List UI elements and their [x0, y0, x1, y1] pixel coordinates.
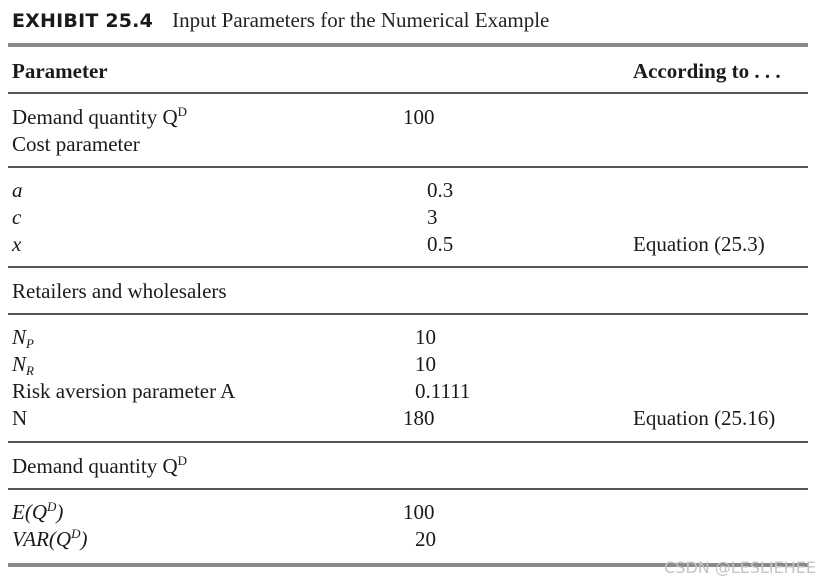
section-rule-retailers-top [8, 266, 808, 268]
row-np-value: 10 [415, 325, 436, 349]
exhibit-title [12, 8, 549, 33]
row-c-value: 3 [427, 205, 438, 229]
row-a-label: a [12, 178, 23, 202]
header-rule [8, 92, 808, 94]
row-risk-aversion-label: Risk aversion parameter A [12, 379, 236, 403]
row-n-label: N [12, 406, 28, 430]
row-expected-demand-value: 100 [403, 500, 435, 524]
row-c-label: c [12, 205, 22, 229]
section-rule-demand [8, 488, 808, 490]
row-x-reference: Equation (25.3) [633, 232, 765, 256]
row-x-value: 0.5 [427, 232, 454, 256]
section-demand-quantity: Demand quantity $Q^D$ [12, 453, 188, 478]
row-a-value: 0.3 [427, 178, 454, 202]
section-rule-cost [8, 166, 808, 168]
row-variance-demand-label: $VAR(Q^D)$ [12, 526, 88, 551]
row-risk-aversion-value: 0.1111 [415, 379, 471, 403]
exhibit-number: EXHIBIT 25.4 [12, 10, 154, 32]
section-rule-demand-top [8, 441, 808, 443]
header-parameter: Parameter [12, 59, 108, 83]
exhibit-caption: Input Parameters for the Numerical Example [172, 8, 550, 32]
row-demand-quantity-label: Demand quantity $Q^D$ [12, 104, 188, 129]
header-according-to: According to . . . [633, 59, 781, 83]
section-retailers-wholesalers: Retailers and wholesalers [12, 279, 227, 303]
row-variance-demand-value: 20 [415, 527, 436, 551]
row-n-reference: Equation (25.16) [633, 406, 776, 430]
row-nr-label: $N_R$ [12, 352, 34, 378]
row-x-label: x [12, 232, 22, 256]
row-nr-value: 10 [415, 352, 436, 376]
row-demand-quantity-value: 100 [403, 105, 435, 129]
section-cost-parameter: Cost parameter [12, 132, 140, 156]
row-n-value: 180 [403, 406, 435, 430]
watermark: CSDN @LESLIEHEE [664, 558, 816, 577]
section-rule-retailers [8, 313, 808, 315]
row-expected-demand-label: $E(Q^D)$ [12, 499, 64, 524]
row-np-label: $N_P$ [12, 325, 34, 351]
top-rule [8, 43, 808, 47]
